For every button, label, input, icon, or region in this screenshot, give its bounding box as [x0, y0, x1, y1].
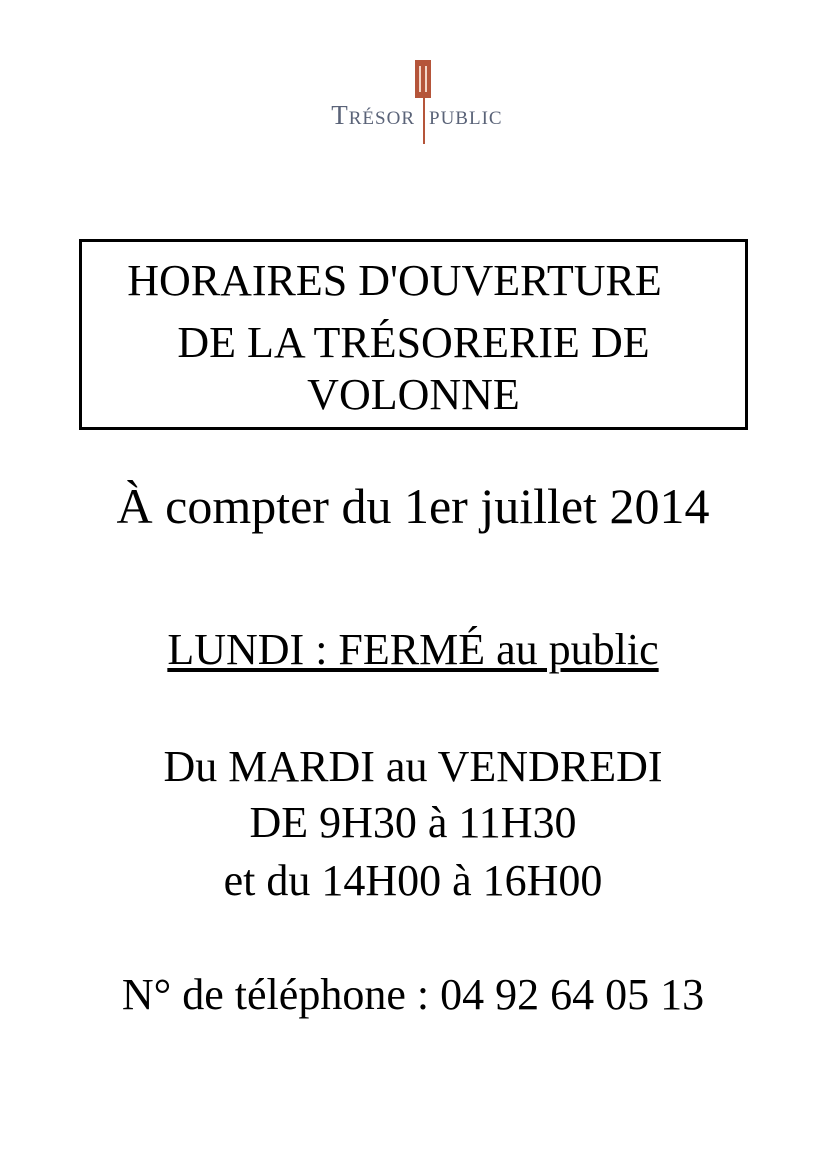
start-date: À compter du 1er juillet 2014: [116, 478, 710, 534]
logo-word-tresor: Trésor: [331, 100, 415, 130]
title-box: [79, 239, 748, 430]
logo-word-public: public: [429, 100, 503, 130]
monday-closed-text: LUNDI : FERMÉ au public: [167, 625, 659, 674]
title-line-2: DE LA TRÉSORERIE DE: [177, 318, 650, 367]
afternoon-hours: et du 14H00 à 16H00: [223, 856, 603, 905]
logo-divider: [423, 98, 425, 144]
title-line-3: VOLONNE: [307, 370, 520, 419]
morning-hours: DE 9H30 à 11H30: [249, 798, 577, 847]
tresor-public-logo: [286, 56, 556, 148]
title-line-1: HORAIRES D'OUVERTURE: [127, 256, 662, 305]
phone-number: N° de téléphone : 04 92 64 05 13: [121, 970, 705, 1019]
column-emblem-icon: [415, 60, 431, 98]
monday-closed-notice: [0, 625, 826, 676]
opening-days: Du MARDI au VENDREDI: [163, 742, 663, 791]
